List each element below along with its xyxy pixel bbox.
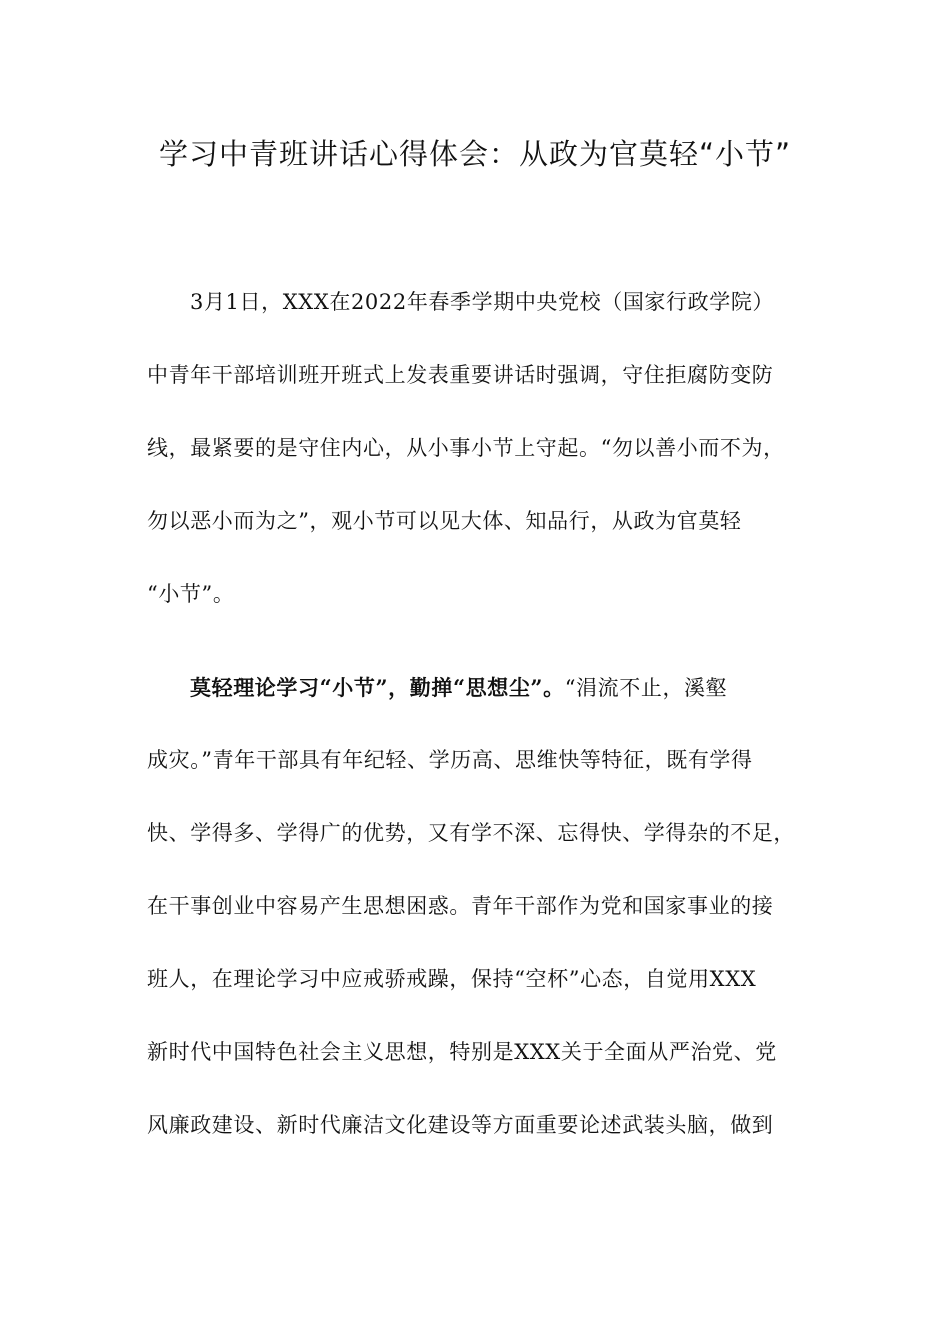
paragraph-1-line-2: 中青年干部培训班开班式上发表重要讲话时强调，守住拒腐防变防 [147,363,774,387]
paragraph-2-first-line-rest: “涓流不止，溪壑 [564,676,728,700]
paragraph-1-line-3: 线，最紧要的是守住内心，从小事小节上守起。“勿以善小而不为， [147,436,785,460]
paragraph-2-line-4: 在干事创业中容易产生思想困惑。青年干部作为党和国家事业的接 [147,894,774,918]
paragraph-2-line-7: 风廉政建设、新时代廉洁文化建设等方面重要论述武装头脑，做到 [147,1113,774,1137]
paragraph-2-line-3: 快、学得多、学得广的优势，又有学不深、忘得快、学得杂的不足， [147,821,795,845]
paragraph-2-line-1 [190,673,727,703]
paragraph-1-line-1: 3月1日，XXX在2022年春季学期中央党校（国家行政学院） [190,290,775,314]
paragraph-1-line-4: 勿以恶小而为之”，观小节可以见大体、知品行，从政为官莫轻 [147,509,742,533]
paragraph-2-heading: 莫轻理论学习“小节”，勤掸“思想尘”。 [190,675,565,700]
paragraph-2-line-2: 成灾。”青年干部具有年纪轻、学历高、思维快等特征，既有学得 [147,748,753,772]
paragraph-2-line-6: 新时代中国特色社会主义思想，特别是XXX关于全面从严治党、党 [147,1040,777,1064]
paragraph-2-line-5: 班人，在理论学习中应戒骄戒躁，保持“空杯”心态，自觉用XXX [147,967,757,991]
document-title: 学习中青班讲话心得体会：从政为官莫轻“小节” [158,137,792,171]
paragraph-1-line-5: “小节”。 [147,582,235,606]
